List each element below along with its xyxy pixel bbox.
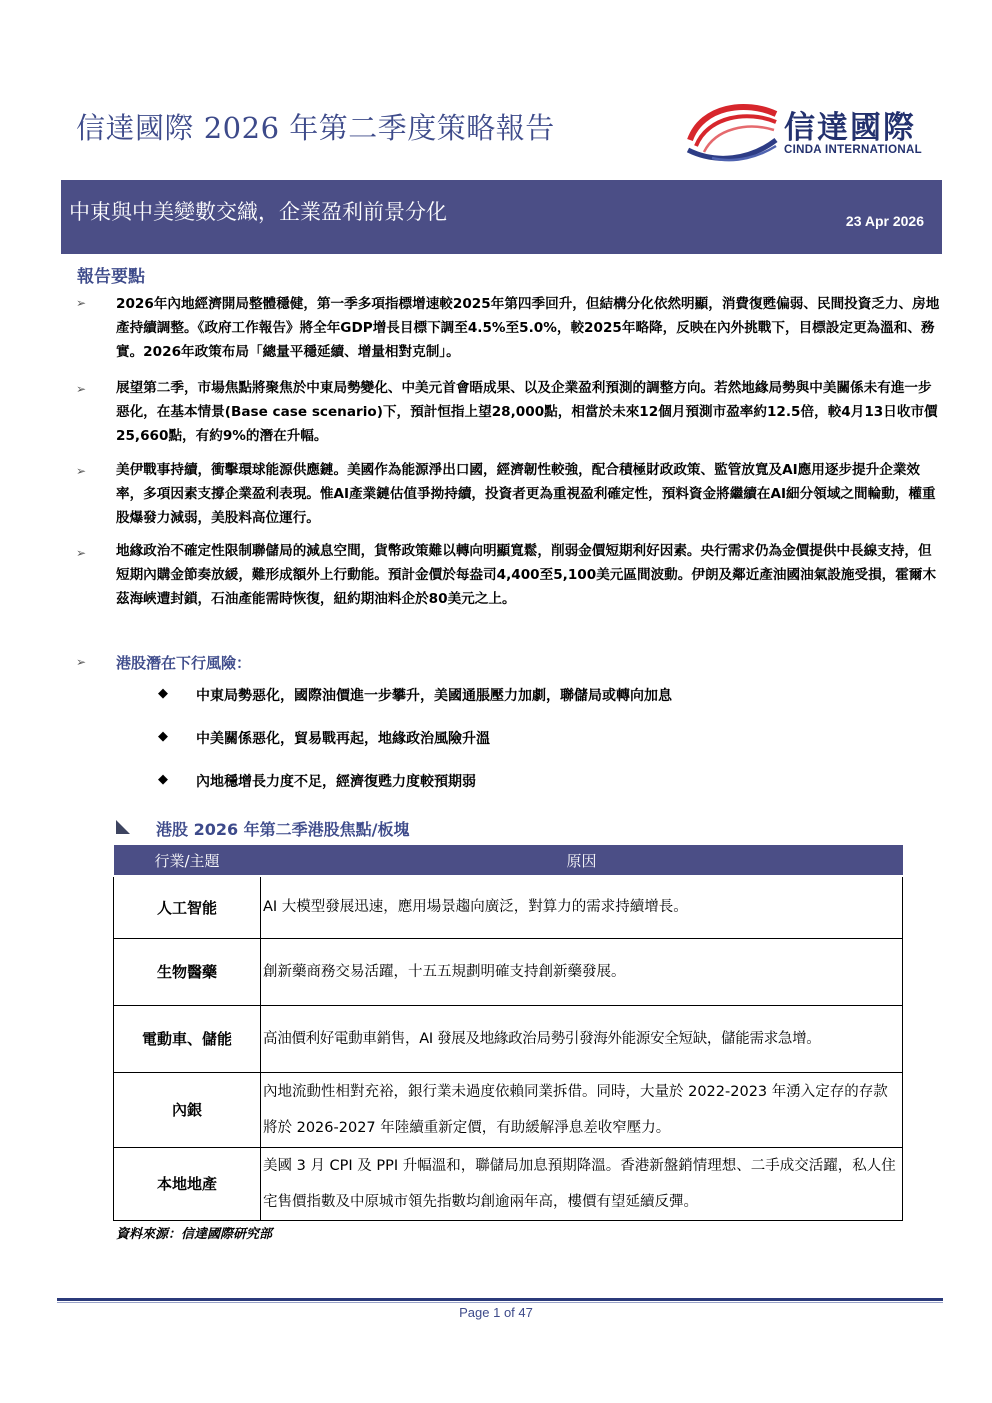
table-row: [114, 938, 903, 1005]
sector-table: [113, 845, 903, 1221]
highlight-text: 展望第二季，市場焦點將聚焦於中東局勢變化、中美元首會晤成果、以及企業盈利預測的調整方向。若然地緣局勢與中美關係未有進一步惡化，在基本情景(Base case scenario)下，預計恒指上望28,000點，相當於未來12個月預測市盈率約12.5倍，較4月13日收市價25,660點，有約9%的潛在升幅。: [116, 380, 938, 444]
report-title: 信達國際 2026 年第二季度策略報告: [76, 111, 555, 145]
arrow-bullet-icon: ➢: [76, 655, 87, 669]
risk-text: 內地穩增長力度不足，經濟復甦力度較預期弱: [196, 774, 476, 790]
reason-cell: 內地流動性相對充裕，銀行業未過度依賴同業拆借。同時，大量於 2022-2023 年湧入定存的存款將於 2026-2027 年陸續重新定價，有助緩解淨息差收窄壓力。: [261, 1072, 903, 1147]
highlight-text: 美伊戰事持續，衝擊環球能源供應鏈。美國作為能源淨出口國，經濟韌性較強，配合積極財政政策、監管放寬及AI應用逐步提升企業效率，多項因素支撐企業盈利表現。惟AI產業鏈估值爭拗持續，投資者更為重視盈利確定性，預料資金將繼續在AI細分領域之間輪動，權重股爆發力減弱，美股料高位運行。: [116, 462, 936, 526]
reason-cell: 創新藥商務交易活躍，十五五規劃明確支持創新藥發展。: [261, 938, 903, 1005]
column-header-reason: 原因: [261, 845, 903, 876]
column-header-sector: 行業/主題: [114, 845, 261, 876]
diamond-bullet-icon: ◆: [158, 686, 168, 701]
sector-cell: 生物醫藥: [114, 938, 261, 1005]
sector-cell: 電動車、儲能: [114, 1005, 261, 1072]
risk-heading-text: 港股潛在下行風險：: [116, 654, 252, 672]
footer-divider: [57, 1298, 943, 1301]
diamond-bullet-icon: ◆: [158, 729, 168, 744]
reason-cell: AI 大模型發展迅速，應用場景趨向廣泛，對算力的需求持續增長。: [261, 876, 903, 938]
table-row: [114, 1005, 903, 1072]
table-row: [114, 1072, 903, 1147]
logo-text-chinese: 信達國際: [784, 110, 916, 146]
page-number: Page 1 of 47: [459, 1305, 533, 1320]
arrow-bullet-icon: ➢: [76, 546, 87, 560]
arrow-bullet-icon: ➢: [76, 464, 87, 478]
sector-cell: 人工智能: [114, 876, 261, 938]
sector-table-title: 港股 2026 年第二季港股焦點/板塊: [156, 820, 410, 839]
source-note: 資料來源：信達國際研究部: [116, 1227, 273, 1242]
logo-text-english: CINDA INTERNATIONAL: [784, 144, 922, 156]
highlight-text: 地緣政治不確定性限制聯儲局的減息空間，貨幣政策難以轉向明顯寬鬆，削弱金價短期利好因素。央行需求仍為金價提供中長線支持，但短期內購金節奏放緩，難形成額外上行動能。預計金價於每盎司4,400至5,100美元區間波動。伊朗及鄰近產油國油氣設施受損，霍爾木茲海峽遭封鎖，石油產能需時恢復，紐約期油料企於80美元之上。: [116, 543, 937, 607]
table-row: [114, 876, 903, 938]
highlight-text: 2026年內地經濟開局整體穩健，第一季多項指標增速較2025年第四季回升，但結構分化依然明顯，消費復甦偏弱、民間投資乏力、房地產持續調整。《政府工作報告》將全年GDP增長目標下調至4.5%至5.0%，較2025年略降，反映在內外挑戰下，目標設定更為溫和、務實。2026年政策布局「總量平穩延續、增量相對克制」。: [116, 296, 940, 360]
cinda-swirl-logo-icon: [686, 100, 778, 162]
sector-cell: 內銀: [114, 1072, 261, 1147]
risk-text: 中東局勢惡化，國際油價進一步攀升，美國通脹壓力加劇，聯儲局或轉向加息: [196, 688, 672, 704]
footer-divider-thin: [57, 1302, 943, 1303]
table-header-row: [114, 845, 903, 876]
table-row: [114, 1147, 903, 1220]
diamond-bullet-icon: ◆: [158, 772, 168, 787]
risk-text: 中美關係惡化，貿易戰再起，地緣政治風險升溫: [196, 731, 490, 747]
title-banner: [61, 180, 942, 254]
triangle-marker-icon: [116, 820, 130, 834]
company-logo: [686, 100, 942, 162]
reason-cell: 美國 3 月 CPI 及 PPI 升幅溫和，聯儲局加息預期降溫。香港新盤銷情理想、二手成交活躍，私人住宅售價指數及中原城市領先指數均創逾兩年高，樓價有望延續反彈。: [261, 1147, 903, 1220]
report-subtitle: 中東與中美變數交織，企業盈利前景分化: [69, 200, 447, 224]
arrow-bullet-icon: ➢: [76, 382, 87, 396]
arrow-bullet-icon: ➢: [76, 296, 87, 310]
report-date: 23 Apr 2026: [845, 213, 924, 229]
highlights-heading: 報告要點: [77, 267, 145, 287]
sector-cell: 本地地產: [114, 1147, 261, 1220]
reason-cell: 高油價利好電動車銷售，AI 發展及地緣政治局勢引發海外能源安全短缺，儲能需求急增。: [261, 1005, 903, 1072]
